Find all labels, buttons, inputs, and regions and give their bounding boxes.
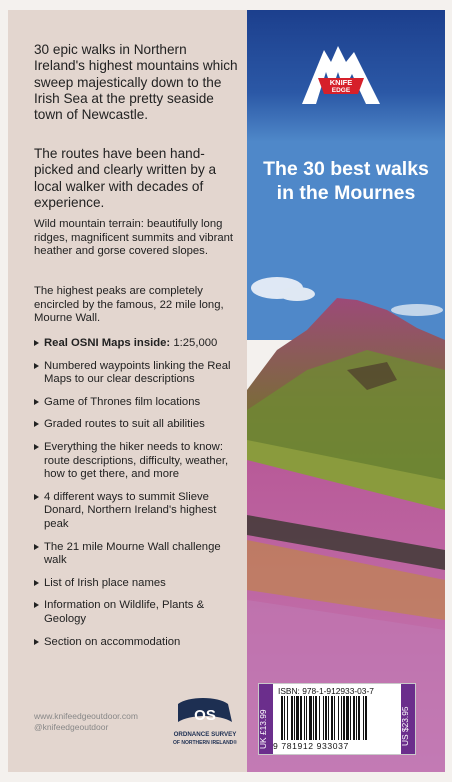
intro-paragraph-1: 30 epic walks in Northern Ireland's highest mountains which sweep majestically down to the Irish Sea at the pretty seaside town of Newcastle. bbox=[34, 42, 238, 123]
feature-item bbox=[34, 337, 239, 351]
os-line-1: ORDNANCE SURVEY bbox=[173, 731, 237, 738]
website-link[interactable]: www.knifeedgeoutdoor.com bbox=[34, 711, 138, 721]
intro-paragraph-4: The highest peaks are completely encircled by the famous, 22 mile long, Mourne Wall. bbox=[34, 285, 224, 325]
mountain-photo bbox=[247, 10, 445, 772]
intro-paragraph-2: The routes have been hand-picked and clearly written by a local walker with decades of experience. bbox=[34, 146, 217, 210]
feature-item: Numbered waypoints linking the Real Maps to our clear descriptions bbox=[34, 360, 239, 387]
os-emblem-icon bbox=[172, 698, 238, 750]
feature-item: Section on accommodation bbox=[34, 636, 239, 650]
feature-list bbox=[34, 337, 239, 658]
feature-bold-label: Real OSNI Maps inside: bbox=[44, 337, 171, 349]
mourne-landscape-image bbox=[247, 10, 445, 772]
ordnance-survey-logo bbox=[172, 698, 238, 750]
os-mark: OS bbox=[194, 707, 216, 724]
barcode-digits: 9 781912 933037 bbox=[273, 741, 349, 751]
knife-edge-logo bbox=[298, 42, 384, 112]
us-price-label: US $23.95 bbox=[400, 706, 410, 746]
feature-item: Game of Thrones film locations bbox=[34, 396, 239, 410]
feature-item: Everything the hiker needs to know: route descriptions, difficulty, weather, how to get there, and more bbox=[34, 441, 239, 482]
publisher-contacts bbox=[34, 711, 138, 733]
barcode-block bbox=[258, 683, 416, 755]
feature-scale-text: 1:25,000 bbox=[170, 337, 218, 349]
feature-item: Graded routes to suit all abilities bbox=[34, 418, 239, 432]
mountain-logo-icon bbox=[298, 42, 384, 112]
uk-price-label: UK £13.99 bbox=[258, 709, 268, 749]
feature-item: 4 different ways to summit Slieve Donard, Northern Ireland's highest peak bbox=[34, 491, 239, 532]
barcode-icon bbox=[279, 696, 395, 740]
intro-paragraph-3: Wild mountain terrain: beautifully long ridges, magnificent summits and vibrant heather and gorse covered slopes. bbox=[34, 218, 234, 258]
cover-tagline: The 30 best walks in the Mournes bbox=[263, 158, 429, 204]
os-line-2: OF NORTHERN IRELAND® bbox=[173, 740, 237, 746]
logo-word-1: KNIFE bbox=[329, 78, 353, 87]
feature-item: Information on Wildlife, Plants & Geology bbox=[34, 599, 239, 626]
feature-item: List of Irish place names bbox=[34, 577, 239, 591]
isbn-label: ISBN: 978-1-912933-03-7 bbox=[278, 686, 374, 696]
feature-item: The 21 mile Mourne Wall challenge walk bbox=[34, 541, 239, 568]
logo-word-2: EDGE bbox=[331, 87, 351, 94]
social-handle: @knifeedgeoutdoor bbox=[34, 722, 109, 732]
